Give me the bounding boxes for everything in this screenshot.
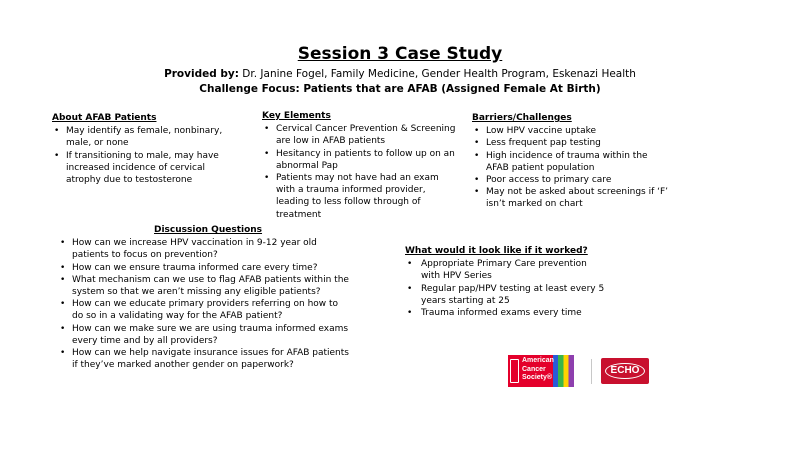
acs-logo-line: American xyxy=(522,357,554,364)
about-afab-list xyxy=(52,125,232,186)
list-item: • How can we help navigate insurance issues for AFAB patients if they’ve marked another gender on paperwork? xyxy=(52,347,352,371)
outcome-list xyxy=(405,258,605,319)
barriers-section xyxy=(472,112,672,211)
list-item: • May identify as female, nonbinary, male, or none xyxy=(52,125,232,149)
list-item: • Regular pap/HPV testing at least every 5 years starting at 25 xyxy=(405,283,605,307)
key-elements-section xyxy=(262,110,457,221)
list-item: • How can we educate primary providers referring on how to do so in a validating way for the AFAB patient? xyxy=(52,298,352,322)
echo-logo-text: ECHO xyxy=(605,363,645,379)
list-item: • Hesitancy in patients to follow up on an abnormal Pap xyxy=(262,148,457,172)
barriers-heading: Barriers/Challenges xyxy=(472,113,572,123)
list-item: • What mechanism can we use to flag AFAB patients within the system so that we aren’t missing any eligible patients? xyxy=(52,274,352,298)
key-elements-heading: Key Elements xyxy=(262,111,331,121)
challenge-focus: Challenge Focus: Patients that are AFAB (Assigned Female At Birth) xyxy=(199,83,601,95)
list-item: • How can we make sure we are using trauma informed exams every time and by all providers? xyxy=(52,323,352,347)
list-item: • Cervical Cancer Prevention & Screening are low in AFAB patients xyxy=(262,123,457,147)
acs-sword-icon xyxy=(510,359,519,383)
discussion-list xyxy=(52,237,352,371)
about-afab-section xyxy=(52,112,232,186)
outcome-heading: What would it look like if it worked? xyxy=(405,246,588,256)
list-item: • Appropriate Primary Care prevention with HPV Series xyxy=(405,258,605,282)
logo-divider xyxy=(591,359,592,384)
provided-by-line xyxy=(0,68,800,80)
list-item: • May not be asked about screenings if ‘F’ isn’t marked on chart xyxy=(472,186,672,210)
discussion-section xyxy=(52,224,352,371)
discussion-heading: Discussion Questions xyxy=(154,225,263,235)
list-item: • If transitioning to male, may have increased incidence of cervical atrophy due to testosterone xyxy=(52,150,232,187)
project-echo-logo xyxy=(601,358,649,384)
american-cancer-society-logo xyxy=(508,355,574,387)
acs-logo-line: Cancer xyxy=(522,365,546,373)
provided-by-text: Dr. Janine Fogel, Family Medicine, Gender Health Program, Eskenazi Health xyxy=(238,68,636,80)
list-item: • How can we ensure trauma informed care every time? xyxy=(52,262,352,274)
list-item: • Less frequent pap testing xyxy=(472,137,672,149)
list-item: • Patients may not have had an exam with a trauma informed provider, leading to less follow through of treatment xyxy=(262,172,457,221)
list-item: • How can we increase HPV vaccination in 9-12 year old patients to focus on prevention? xyxy=(52,237,352,261)
barriers-list xyxy=(472,125,672,210)
outcome-section xyxy=(405,245,605,319)
list-item: • Poor access to primary care xyxy=(472,174,672,186)
list-item: • Trauma informed exams every time xyxy=(405,307,605,319)
list-item: • High incidence of trauma within the AFAB patient population xyxy=(472,150,672,174)
list-item: • Low HPV vaccine uptake xyxy=(472,125,672,137)
logo-bar xyxy=(508,355,653,387)
provided-by-label: Provided by: xyxy=(164,68,239,80)
about-afab-heading: About AFAB Patients xyxy=(52,113,157,123)
acs-logo-line: Society® xyxy=(522,374,553,381)
slide-title: Session 3 Case Study xyxy=(297,44,503,64)
key-elements-list xyxy=(262,123,457,221)
